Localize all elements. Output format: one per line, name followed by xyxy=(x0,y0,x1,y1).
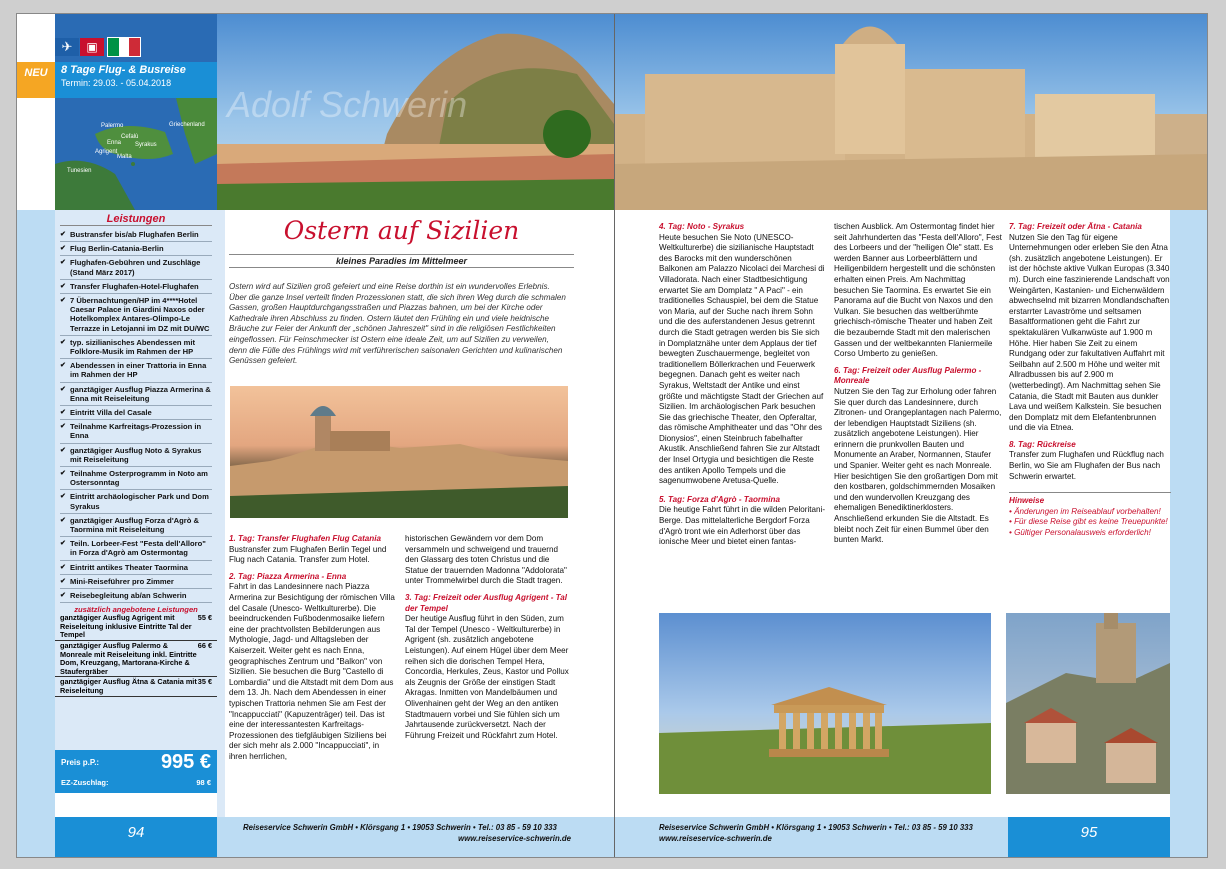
left-page xyxy=(17,14,614,857)
extra-service-price: 66 € xyxy=(197,641,212,651)
service-item: ✔ Eintritt antikes Theater Taormina xyxy=(60,563,212,575)
footer-address-right: Reiseservice Schwerin GmbH • Klörsgang 1 • 19053 Schwerin • Tel.: 03 85 - 59 10 333 xyxy=(659,823,973,832)
temple-scene xyxy=(659,613,991,794)
temple-photo xyxy=(659,613,991,794)
right-column-3 xyxy=(1009,222,1171,539)
service-item: ✔ Teilnahme Osterprogramm in Noto am Ostersonntag xyxy=(60,469,212,490)
service-item: ✔ Flug Berlin-Catania-Berlin xyxy=(60,244,212,256)
service-item: ✔ Mini-Reiseführer pro Zimmer xyxy=(60,577,212,589)
day6-text: Nutzen Sie den Tag zur Erholung oder fahren Sie quer durch das Landesinnere, durch Zitronen- und Orangeplantagen nach Palermo, der lebendigen Hauptstadt Siziliens (sh. zusätzlich angebotene Leistungen). Hier erinnern die prunkvollen Bauten und Monumente an Araber, Normannen, Staufer und Spanier. Weiter geht es nach Monreale. Hier besichtigen Sie den großartigen Dom mit den kostbaren, goldschimmernden Mosaiken und den wundervollen Kreuzgang des ehemaligen Benediktinerklosters. Anschließend erkunden Sie die Altstadt. Es bleibt noch Zeit für einen Bummel über den bunten Markt. xyxy=(834,386,1002,545)
service-item: ✔ Transfer Flughafen-Hotel-Flughafen xyxy=(60,282,212,294)
service-item: ✔ 7 Übernachtungen/HP im 4****Hotel Caesar Palace in Giardini Naxos oder Hotelkomplex Antares-Olimpo-Le Terrazze in Letojanni im DZ mit DU/WC xyxy=(60,296,212,336)
town-scene xyxy=(230,386,568,518)
note-2: • Für diese Reise gibt es keine Treuepunkte! xyxy=(1009,517,1168,527)
day1-text: Bustransfer zum Flughafen Berlin Tegel und Flug nach Catania. Transfer zum Hotel. xyxy=(229,544,387,565)
day4-title: 4. Tag: Noto - Syrakus xyxy=(659,222,745,231)
italy-flag-icon xyxy=(107,37,141,57)
left-footer-text xyxy=(243,822,571,844)
price-value: 995 € xyxy=(160,751,211,773)
service-item: ✔ Teilnahme Karfreitags-Prozession in Enna xyxy=(60,422,212,443)
map-label-tunesien: Tunesien xyxy=(67,168,92,174)
extra-service-row xyxy=(55,642,217,677)
trip-dates: Termin: 29.03. - 05.04.2018 xyxy=(61,78,172,88)
footer-address: Reiseservice Schwerin GmbH • Klörsgang 1 • 19053 Schwerin • Tel.: 03 85 - 59 10 333 xyxy=(243,823,557,832)
day2-text: Fahrt in das Landesinnere nach Piazza Armerina zur Besichtigung der römischen Villa del Casale (Unesco- Weltkulturerbe). Die beeindruckenden Fußbodenmosaike liefern eine der prachtvollsten Bebilderungen aus Mythologie, Jagd- und Alltagsleben der Kaiserzeit. Weiter geht es nach Enna, geographisches Zentrum und "Balkon" von Sizilien. Sie besuchen die Burg "Castello di Lombardia" und die Altstadt mit dem Dom aus dem 13. Jh. Nach dem Abendessen in einer typischen Trattoria nehmen Sie am Fest der "Incappucciati" (Kapuzenträger) teil. Das ist eine der interessantesten Karfreitags-Prozessionen des tiefgläubigen Siziliens bei der sich mehr als 2.000 "Incappucciati", in ihren herrlichen, xyxy=(229,582,395,761)
page-number-94: 94 xyxy=(55,817,217,857)
extra-service-text: ganztägiger Ausflug Ätna & Catania mit Reiseleitung xyxy=(60,677,197,696)
left-column-2 xyxy=(405,534,571,741)
footer-website-right: www.reiseservice-schwerin.de xyxy=(659,834,772,843)
extra-service-price: 55 € xyxy=(197,613,212,623)
noto-photo xyxy=(615,14,1207,210)
right-margin-strip xyxy=(1170,210,1207,817)
trip-info-box xyxy=(55,62,217,98)
service-item: ✔ Abendessen in einer Trattoria in Enna im Rahmen der HP xyxy=(60,361,212,382)
plane-icon: ✈ xyxy=(55,38,79,56)
price-label: Preis p.P.: xyxy=(61,758,100,767)
right-column-1 xyxy=(659,222,825,548)
page-number-95: 95 xyxy=(1008,817,1170,857)
map-label-enna: Enna xyxy=(107,140,122,146)
map-label-syrakus: Syrakus xyxy=(135,142,157,148)
services-heading: Leistungen xyxy=(60,210,212,226)
intro-text: Ostern wird auf Sizilien groß gefeiert und eine Reise dorthin ist ein wundervolles Erlebnis. Über die ganze Insel verteilt finden Prozessionen statt, die sich ihren Weg durch die schmalen Gassen, großen Hauptdurchgangsstraßen und Piazzas bahnen, um bei der Kirche oder Kathedrale ihren Abschluss zu finden. Ostern läutet den Frühling ein und viele heidnische Bräuche zur Feier der Ankunft der „schönen Jahreszeit" sind in die religiösen Festlichkeiten eingeflossen. Für Feinschmecker ist Ostern eine ideale Zeit, um auf Sizilien zu verweilen, denn die Fülle des Frühlings wird mit verführerischen saisonalen Gerichten und kulinarischen Genüssen gefeiert. xyxy=(229,282,566,366)
extra-service-row xyxy=(55,614,217,641)
single-supplement-label: EZ-Zuschlag: xyxy=(61,778,109,787)
day3-title: 3. Tag: Freizeit oder Ausflug Agrigent - Tal der Tempel xyxy=(405,592,568,613)
sidebar-gap xyxy=(217,210,225,817)
extra-service-text: ganztägiger Ausflug Palermo & Monreale mit Reiseleitung inkl. Eintritte Dom, Kreuzgang, Martorana-Kirche & Staufergräber xyxy=(60,641,197,676)
day2-title: 2. Tag: Piazza Armerina - Enna xyxy=(229,571,347,581)
service-item: ✔ ganztägiger Ausflug Piazza Armerina & Enna mit Reiseleitung xyxy=(60,385,212,406)
right-column-2 xyxy=(834,222,1002,546)
bus-icon: ▣ xyxy=(80,38,104,56)
day7-text: Nutzen Sie den Tag für eigene Unternehmungen oder erleben Sie den Ätna (sh. zusätzlich angebotene Leistungen). Er ist der höchste aktive Vulkan Europas (3.340 m). Durch eine faszinierende Landschaft von Weingärten, Kastanien- und Eichenwäldern abwechselnd mit bizarren Mondlandschaften erstarrter Lavaströme und seltsamen Basaltformationen geht die Fahrt zur spektakulären Vulkanwüste auf 1.900 m Höhe. Hier haben Sie Zeit zu einem Rundgang oder zur fakultativen Auffahrt mit Seilbahn auf 2.500 m Höhe und weiter mit Allradbussen bis auf 2.900 m (wetterbedingt). Am Nachmittag sehen Sie Catania, die Stadt mit Bauten aus dunkler Lava und weißem Kalkstein. Sie besuchen den Domplatz mit dem Elefantenbrunnen und die via Etnea. xyxy=(1009,232,1170,433)
price-box xyxy=(55,750,217,793)
single-supplement-price: 98 € xyxy=(196,778,211,787)
service-item: ✔ ganztägiger Ausflug Noto & Syrakus mit Reiseleitung xyxy=(60,446,212,467)
service-item: ✔ Flughafen-Gebühren und Zuschläge (Stand März 2017) xyxy=(60,258,212,279)
day3-text: Der heutige Ausflug führt in den Süden, zum Tal der Tempel (Unesco - Weltkulturerbe) in Agrigent (sh. zusätzlich angebotene Leistungen). Auf einem Hügel über dem Meer reihen sich die dorischen Tempel Hera, Concordia, Herkules, Zeus, Kastor und Pollux als Zeugnis der Größe der einstigen Stadt Akragas. Inmitten von Mandelbäumen und Olivenhainen geht der Weg an den antiken Stadtmauern vorbei und Sie fühlen sich um Jahrtausende zurückversetzt. Nach der Führung Freizeit und Rückfahrt zum Hotel. xyxy=(405,614,569,740)
magazine-spread xyxy=(17,14,1207,857)
day5-text: Die heutige Fahrt führt in die wilden Peloritani-Berge. Das mittelalterliche Bergdorf Forza d'Agrò tront wie ein Adlerhorst über das ionische Meer und bietet einen fantas- xyxy=(659,505,826,547)
day5-text-continued: tischen Ausblick. Am Ostermontag findet hier seit Jahrhunderten das "Festa dell'Alloro", Fest des Lorbeers und der "heiligen Öle" statt. Es werden Banner aus Lorbeerblättern und Heiligenbildern hergestellt und die schönsten erhalten einen Preis. Am Nachmittag besuchen Sie Taormina. Es erwartet Sie ein Panorama auf die Bucht von Naxos und den Vulkan. Sie besuchen das weltberühmte griechisch-römische Theater und haben Zeit die bezaubernde Stadt mit den malerischen Gassen und der weltbekannten Flaniermeile Corso Umberto zu genießen. xyxy=(834,222,1002,359)
noto-scene xyxy=(615,14,1207,210)
right-page xyxy=(614,14,1207,857)
service-item: ✔ Teiln. Lorbeer-Fest "Festa dell'Alloro" in Forza d'Agrò am Ostermontag xyxy=(60,539,212,560)
map-label-palermo: Palermo xyxy=(101,123,124,129)
service-item: ✔ Eintritt archäologischer Park und Dom Syrakus xyxy=(60,492,212,513)
day5-title: 5. Tag: Forza d'Agrò - Taormina xyxy=(659,494,780,504)
service-item: ✔ Reisebegleitung ab/an Schwerin xyxy=(60,591,212,603)
trip-title: 8 Tage Flug- & Busreise xyxy=(61,64,186,76)
cefalu-photo xyxy=(217,14,614,210)
left-margin-strip xyxy=(17,210,55,817)
map-label-griechenland: Griechenland xyxy=(169,122,205,128)
day1-title: 1. Tag: Transfer Flughafen Flug Catania xyxy=(229,534,382,543)
extras-heading: zusätzlich angebotene Leistungen xyxy=(74,605,198,615)
service-item: ✔ typ. sizilianisches Abendessen mit Folklore-Musik im Rahmen der HP xyxy=(60,338,212,359)
new-badge: NEU xyxy=(17,62,55,98)
right-footer-text xyxy=(659,822,999,844)
services-list xyxy=(55,226,217,603)
map-label-agrigent: Agrigent xyxy=(95,149,118,155)
service-item: ✔ Bustransfer bis/ab Flughafen Berlin xyxy=(60,230,212,242)
extra-service-text: ganztägiger Ausflug Agrigent mit Reiseleitung inklusive Eintritte Tal der Tempel xyxy=(60,613,192,640)
day6-title: 6. Tag: Freizeit oder Ausflug Palermo - Monreale xyxy=(834,365,982,386)
extras-list xyxy=(55,614,217,696)
watermark: Adolf Schwerin xyxy=(227,84,468,125)
map-label-malta: Malta xyxy=(117,154,132,160)
right-spacer xyxy=(615,210,650,817)
extra-service-price: 35 € xyxy=(197,677,212,687)
article-title: Ostern auf Sizilien xyxy=(283,216,520,245)
map-label-cefalu: Cefalù xyxy=(121,134,139,140)
services-sidebar xyxy=(55,210,217,793)
village-scene xyxy=(1006,613,1170,794)
article-subtitle: kleines Paradies im Mittelmeer xyxy=(229,254,574,268)
note-1: • Änderungen im Reiseablauf vorbehalten! xyxy=(1009,506,1161,516)
footer-website: www.reiseservice-schwerin.de xyxy=(458,834,571,843)
extra-service-row xyxy=(55,678,217,696)
forza-dagro-photo xyxy=(1006,613,1170,794)
service-item: ✔ Eintritt Villa del Casale xyxy=(60,408,212,420)
day4-text: Heute besuchen Sie Noto (UNESCO-Weltkulturerbe) die sizilianische Hauptstadt des Barocks mit den wunderschönen Balkonen am Palazzo Nicolaci dei Marchesi di Villadorata. Nach einer Stadtbesichtigung erwartet Sie am Domplatz " A Paci" - ein traditionelles Schauspiel, bei dem die Statue von Maria, auf der Suche nach ihrem Sohn und die des auferstandenen Jesus getrennt durch die Stadt getragen werden bis Sie sich in Domplatznähe unter dem Applaus der tief bewegten Zuschauermenge, begleitet von traditionellem Böllerkrachen und Feuerwerk begegnen. Danach geht es weiter nach Syrakus, Weltstadt der Antike und einst größte und mächtigste Stadt der Griechen auf Sizilien. Im archäologischen Park besuchen Sie das griechische Theater, den Opferaltar, das römische Amphitheater und das "Ohr des Dionysios", einen Steinbruch fabelhafter Akustik. Anschließend fahren Sie zur Altstadt der Insel Ortygia und besichtigen die Reste des antiken Apollo Tempels und die sagenumwobene Aretusa-Quelle. xyxy=(659,232,825,486)
day8-text: Transfer zum Flughafen und Rückflug nach Berlin, wo Sie am Flughafen der Bus nach Schwerin erwartet. xyxy=(1009,450,1164,481)
day2-text-continued: historischen Gewändern vor dem Dom versammeln und schweigend und trauernd den Glassarg des toten Christus und die Statue der trauernden Madonna "Addolorata" unter Trommelwirbel durch die Stadt tragen. xyxy=(405,534,567,586)
notes-title: Hinweise xyxy=(1009,496,1045,506)
note-3: • Gültiger Personalausweis erforderlich! xyxy=(1009,528,1151,538)
day8-title: 8. Tag: Rückreise xyxy=(1009,439,1076,449)
left-column-1 xyxy=(229,534,396,762)
notes-box xyxy=(1009,492,1171,538)
service-item: ✔ ganztägiger Ausflug Forza d'Agrò & Taormina mit Reiseleitung xyxy=(60,516,212,537)
piazza-armerina-photo xyxy=(230,386,568,518)
day7-title: 7. Tag: Freizeit oder Ätna - Catania xyxy=(1009,222,1142,231)
